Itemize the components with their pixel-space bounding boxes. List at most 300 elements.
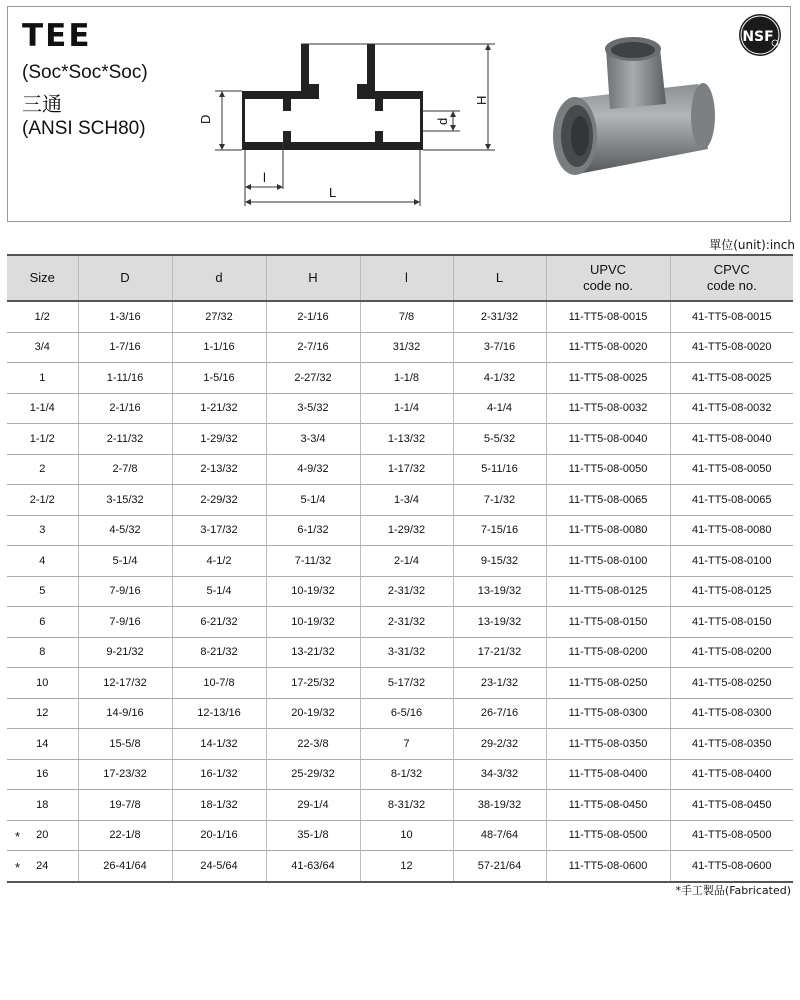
cell-d: [172, 637, 266, 668]
cell-value: 7: [403, 737, 410, 750]
column-header-label: l: [405, 270, 408, 285]
column-header: [453, 255, 546, 301]
cell-value: 22-1/8: [109, 829, 141, 842]
cell-value: 1-3/16: [109, 310, 141, 323]
cell-value: 2-1/4: [393, 554, 420, 567]
cell-L: [453, 607, 546, 638]
cell-value: 2-1/16: [109, 402, 141, 415]
cell-value: 20-19/32: [291, 707, 335, 720]
cell-value: 1-13/32: [387, 432, 426, 445]
cell-size: [7, 363, 78, 394]
cell-value: 11-TT5-08-0600: [568, 859, 648, 872]
column-header: [266, 255, 360, 301]
column-header: [7, 255, 78, 301]
cell-cpvc: [670, 332, 793, 363]
cell-size: [7, 515, 78, 546]
cell-value: 13-19/32: [477, 585, 522, 598]
cell-d: [172, 759, 266, 790]
cell-L: [453, 790, 546, 821]
cell-cpvc: [670, 393, 793, 424]
cell-upvc: [546, 393, 670, 424]
cell-l: [360, 485, 453, 516]
cell-value: 2-29/32: [200, 493, 238, 506]
fabricated-mark: *: [15, 829, 21, 845]
cell-value: 3-15/32: [106, 493, 144, 506]
run-wall-top-right: [375, 91, 420, 99]
cell-value: 18-1/32: [200, 798, 238, 811]
cell-L: [453, 698, 546, 729]
cell-d: [172, 393, 266, 424]
cell-value: 41-TT5-08-0100: [692, 554, 772, 567]
cell-value: 11-TT5-08-0065: [568, 493, 648, 506]
cell-value: 41-TT5-08-0020: [692, 341, 772, 354]
cell-value: 14: [36, 737, 49, 750]
cell-value: 5-1/4: [112, 554, 138, 567]
cell-L: [453, 576, 546, 607]
cell-value: 24: [36, 859, 49, 872]
branch-wall-left: [301, 44, 309, 99]
table-row: [7, 393, 793, 424]
product-title: TEE: [22, 18, 92, 54]
cell-D: [78, 607, 172, 638]
cell-cpvc: [670, 851, 793, 882]
table-body: [7, 301, 793, 882]
cell-value: 1-21/32: [200, 402, 238, 415]
cell-d: [172, 668, 266, 699]
cell-D: [78, 301, 172, 332]
cell-size: [7, 698, 78, 729]
shoulder-3: [375, 99, 383, 111]
cell-D: [78, 729, 172, 760]
cell-value: 1-7/16: [109, 341, 141, 354]
cell-l: [360, 301, 453, 332]
cell-cpvc: [670, 790, 793, 821]
cell-D: [78, 698, 172, 729]
cell-value: 7-15/16: [480, 524, 519, 537]
fabricated-mark: *: [15, 859, 21, 875]
cell-D: [78, 820, 172, 851]
cell-value: 1-1/16: [203, 341, 235, 354]
cell-H: [266, 546, 360, 577]
table-row: [7, 454, 793, 485]
cell-d: [172, 546, 266, 577]
cell-value: 7-9/16: [109, 585, 141, 598]
cell-value: 41-TT5-08-0500: [692, 829, 772, 842]
label-D: D: [198, 114, 213, 124]
cell-value: 1: [39, 371, 46, 384]
cell-value: 1-1/4: [393, 402, 420, 415]
cell-value: 41-TT5-08-0050: [692, 463, 772, 476]
cell-size: [7, 851, 78, 882]
cell-cpvc: [670, 637, 793, 668]
cell-value: 41-TT5-08-0032: [692, 402, 772, 415]
cell-size: [7, 546, 78, 577]
cell-L: [453, 454, 546, 485]
cell-value: 11-TT5-08-0100: [568, 554, 648, 567]
table-row: [7, 759, 793, 790]
label-l: l: [263, 170, 266, 185]
table-row: [7, 363, 793, 394]
cell-value: 20-1/16: [200, 829, 238, 842]
cell-d: [172, 515, 266, 546]
cell-l: [360, 454, 453, 485]
cell-value: 41-TT5-08-0350: [692, 737, 772, 750]
cell-d: [172, 576, 266, 607]
cell-size: [7, 759, 78, 790]
cell-value: 27/32: [205, 310, 233, 323]
cell-value: 6-21/32: [200, 615, 238, 628]
cell-size: [7, 790, 78, 821]
footnote: *手工製品(Fabricated): [675, 884, 791, 897]
cell-size: [7, 332, 78, 363]
column-header: [78, 255, 172, 301]
cell-l: [360, 851, 453, 882]
cell-value: 8-21/32: [200, 646, 238, 659]
cell-size: [7, 485, 78, 516]
cell-value: 2-13/32: [200, 463, 238, 476]
cell-value: 11-TT5-08-0300: [568, 707, 648, 720]
cell-value: 8-31/32: [387, 798, 426, 811]
cell-d: [172, 607, 266, 638]
cell-H: [266, 820, 360, 851]
cell-d: [172, 301, 266, 332]
cell-value: 16-1/32: [200, 768, 238, 781]
cell-H: [266, 332, 360, 363]
cell-value: 3-31/32: [387, 646, 426, 659]
tee-product-photo: [548, 24, 728, 194]
cell-L: [453, 485, 546, 516]
table-row: [7, 698, 793, 729]
cell-value: 26-7/16: [480, 707, 519, 720]
cell-value: 4: [39, 554, 46, 567]
cell-value: 41-TT5-08-0125: [692, 585, 772, 598]
cell-value: 1-1/4: [29, 402, 55, 415]
cell-d: [172, 698, 266, 729]
cell-H: [266, 759, 360, 790]
cell-H: [266, 637, 360, 668]
cell-value: 2: [39, 463, 46, 476]
run-wall-top-left: [245, 91, 301, 99]
cell-H: [266, 301, 360, 332]
cell-size: [7, 668, 78, 699]
cell-l: [360, 637, 453, 668]
cell-value: 11-TT5-08-0250: [568, 676, 648, 689]
cell-size: [7, 454, 78, 485]
cell-L: [453, 820, 546, 851]
cell-cpvc: [670, 698, 793, 729]
cell-value: 41-TT5-08-0200: [692, 646, 772, 659]
cell-H: [266, 851, 360, 882]
table-row: [7, 668, 793, 699]
column-header-label: d: [215, 270, 223, 285]
cell-value: 8: [39, 646, 46, 659]
label-d: d: [435, 117, 450, 125]
table-row: [7, 790, 793, 821]
cell-value: 8-1/32: [390, 768, 423, 781]
cell-L: [453, 393, 546, 424]
cell-value: 10: [36, 676, 49, 689]
cell-upvc: [546, 546, 670, 577]
cell-value: 11-TT5-08-0020: [568, 341, 648, 354]
cell-upvc: [546, 820, 670, 851]
cell-value: 1-17/32: [387, 463, 426, 476]
cell-value: 14-9/16: [106, 707, 144, 720]
column-header: [546, 255, 670, 301]
cell-value: 11-TT5-08-0400: [568, 768, 648, 781]
cell-L: [453, 759, 546, 790]
cell-size: [7, 424, 78, 455]
cell-upvc: [546, 301, 670, 332]
cell-size: [7, 393, 78, 424]
column-header: [670, 255, 793, 301]
cell-upvc: [546, 729, 670, 760]
cell-value: 2-7/8: [112, 463, 138, 476]
cell-value: 41-TT5-08-0450: [692, 798, 772, 811]
cell-D: [78, 546, 172, 577]
cell-value: 11-TT5-08-0200: [568, 646, 648, 659]
cell-value: 1-29/32: [387, 524, 426, 537]
column-header-sublabel: code no.: [706, 278, 757, 293]
shoulder-5: [309, 84, 319, 99]
cell-value: 13-19/32: [477, 615, 522, 628]
cell-l: [360, 424, 453, 455]
shoulder-1: [283, 99, 291, 111]
cell-upvc: [546, 668, 670, 699]
cell-upvc: [546, 363, 670, 394]
cell-l: [360, 668, 453, 699]
cell-value: 10-19/32: [291, 615, 335, 628]
cell-l: [360, 759, 453, 790]
cell-value: 41-TT5-08-0080: [692, 524, 772, 537]
cell-cpvc: [670, 485, 793, 516]
cell-value: 10-19/32: [291, 585, 335, 598]
cell-upvc: [546, 332, 670, 363]
cell-cpvc: [670, 546, 793, 577]
cell-value: 22-3/8: [297, 737, 329, 750]
cell-L: [453, 424, 546, 455]
cell-d: [172, 485, 266, 516]
cell-H: [266, 363, 360, 394]
column-header-label: L: [495, 270, 504, 285]
cell-size: [7, 576, 78, 607]
cell-value: 11-TT5-08-0500: [568, 829, 648, 842]
column-header: [172, 255, 266, 301]
cell-H: [266, 607, 360, 638]
cell-value: 25-29/32: [291, 768, 335, 781]
cell-L: [453, 546, 546, 577]
cell-D: [78, 393, 172, 424]
cell-l: [360, 820, 453, 851]
cell-value: 41-63/64: [291, 859, 335, 872]
cell-value: 23-1/32: [480, 676, 519, 689]
cell-cpvc: [670, 607, 793, 638]
cell-l: [360, 698, 453, 729]
cell-H: [266, 393, 360, 424]
cell-value: 2-27/32: [294, 371, 332, 384]
cell-D: [78, 759, 172, 790]
unit-note: 單位(unit):inch: [709, 238, 795, 252]
cell-value: 3-3/4: [300, 432, 326, 445]
cell-H: [266, 515, 360, 546]
cell-value: 1-5/16: [203, 371, 235, 384]
cell-value: 18: [36, 798, 49, 811]
cell-cpvc: [670, 729, 793, 760]
cell-value: 41-TT5-08-0150: [692, 615, 772, 628]
cell-H: [266, 424, 360, 455]
cell-l: [360, 332, 453, 363]
cell-d: [172, 363, 266, 394]
cell-value: 11-TT5-08-0025: [568, 371, 648, 384]
cell-value: 11-TT5-08-0150: [568, 615, 648, 628]
cell-H: [266, 454, 360, 485]
cell-value: 9-21/32: [106, 646, 144, 659]
cell-value: 57-21/64: [477, 859, 522, 872]
cell-value: 2-11/32: [106, 432, 144, 445]
branch-wall-right: [367, 44, 375, 99]
cell-value: 11-TT5-08-0015: [568, 310, 648, 323]
cell-L: [453, 851, 546, 882]
cell-value: 3: [39, 524, 46, 537]
cell-value: 4-1/32: [483, 371, 516, 384]
shoulder-2: [283, 131, 291, 142]
label-H: H: [474, 95, 489, 105]
table-header-row: [7, 255, 793, 301]
cell-H: [266, 668, 360, 699]
cell-H: [266, 790, 360, 821]
table-row: [7, 546, 793, 577]
product-subtitle: (Soc*Soc*Soc): [22, 62, 148, 83]
cell-D: [78, 454, 172, 485]
table-row: [7, 485, 793, 516]
cell-value: 4-1/2: [206, 554, 232, 567]
column-header: [360, 255, 453, 301]
cell-value: 3/4: [34, 341, 50, 354]
label-L: L: [329, 185, 337, 200]
cell-D: [78, 515, 172, 546]
cell-L: [453, 332, 546, 363]
cell-cpvc: [670, 668, 793, 699]
cell-value: 41-TT5-08-0040: [692, 432, 772, 445]
run-wall-bottom: [245, 142, 420, 150]
column-header-label: UPVC: [589, 262, 627, 277]
spec-table: [7, 254, 793, 883]
cell-upvc: [546, 485, 670, 516]
cell-D: [78, 424, 172, 455]
cell-value: 41-TT5-08-0300: [692, 707, 772, 720]
column-header-label: D: [120, 270, 130, 285]
cell-value: 11-TT5-08-0125: [568, 585, 648, 598]
cell-value: 5-11/16: [481, 463, 518, 476]
cell-value: 1-1/8: [393, 371, 420, 384]
table-row: [7, 637, 793, 668]
cell-upvc: [546, 515, 670, 546]
cell-upvc: [546, 454, 670, 485]
cell-value: 1-1/2: [29, 432, 55, 445]
cell-value: 16: [36, 768, 49, 781]
product-standard: (ANSI SCH80): [22, 118, 146, 139]
cell-cpvc: [670, 301, 793, 332]
cell-value: 4-5/32: [109, 524, 141, 537]
cell-D: [78, 790, 172, 821]
cell-value: 17-25/32: [291, 676, 335, 689]
cell-value: 2-7/16: [297, 341, 329, 354]
table-row: [7, 424, 793, 455]
nsf-logo-text: NSF: [742, 29, 774, 45]
cell-upvc: [546, 698, 670, 729]
cell-L: [453, 729, 546, 760]
cell-cpvc: [670, 759, 793, 790]
cell-value: 7-1/32: [483, 493, 516, 506]
cell-value: 17-23/32: [103, 768, 147, 781]
cell-upvc: [546, 851, 670, 882]
cell-value: 20: [36, 829, 49, 842]
cell-value: 11-TT5-08-0050: [568, 463, 648, 476]
cell-value: 24-5/64: [200, 859, 238, 872]
cell-value: 12-13/16: [197, 707, 241, 720]
cell-value: 11-TT5-08-0040: [568, 432, 648, 445]
cell-value: 7-9/16: [109, 615, 141, 628]
cell-value: 3-5/32: [297, 402, 329, 415]
cell-cpvc: [670, 820, 793, 851]
cell-value: 2-31/32: [387, 615, 426, 628]
cell-upvc: [546, 424, 670, 455]
cell-value: 12-17/32: [103, 676, 147, 689]
cell-l: [360, 515, 453, 546]
cell-H: [266, 698, 360, 729]
cell-upvc: [546, 576, 670, 607]
cell-value: 1-3/4: [393, 493, 420, 506]
cell-value: 41-TT5-08-0065: [692, 493, 772, 506]
cell-cpvc: [670, 424, 793, 455]
cell-D: [78, 332, 172, 363]
cell-value: 12: [36, 707, 49, 720]
cell-l: [360, 546, 453, 577]
cell-d: [172, 851, 266, 882]
cell-D: [78, 668, 172, 699]
cell-cpvc: [670, 576, 793, 607]
cell-value: 41-TT5-08-0600: [692, 859, 772, 872]
cell-size: [7, 729, 78, 760]
cell-value: 4-1/4: [486, 402, 513, 415]
product-chinese-name: 三通: [22, 92, 62, 116]
table-row: [7, 607, 793, 638]
table-row: [7, 301, 793, 332]
cell-value: 5-17/32: [387, 676, 426, 689]
column-header-label: H: [308, 270, 318, 285]
cell-value: 2-1/2: [29, 493, 55, 506]
cell-d: [172, 424, 266, 455]
cell-value: 11-TT5-08-0350: [568, 737, 648, 750]
cell-value: 2-31/32: [480, 310, 519, 323]
table-row: [7, 576, 793, 607]
cell-D: [78, 485, 172, 516]
cell-value: 41-TT5-08-0025: [692, 371, 772, 384]
cell-l: [360, 576, 453, 607]
table-row: [7, 332, 793, 363]
cell-L: [453, 668, 546, 699]
cell-l: [360, 363, 453, 394]
cell-cpvc: [670, 515, 793, 546]
cell-l: [360, 790, 453, 821]
cell-value: 14-1/32: [200, 737, 238, 750]
cell-value: 19-7/8: [109, 798, 141, 811]
cell-L: [453, 515, 546, 546]
cell-value: 11-TT5-08-0032: [568, 402, 648, 415]
cell-value: 13-21/32: [291, 646, 335, 659]
cell-cpvc: [670, 363, 793, 394]
cell-size: [7, 607, 78, 638]
cell-value: 7-11/32: [294, 554, 332, 567]
